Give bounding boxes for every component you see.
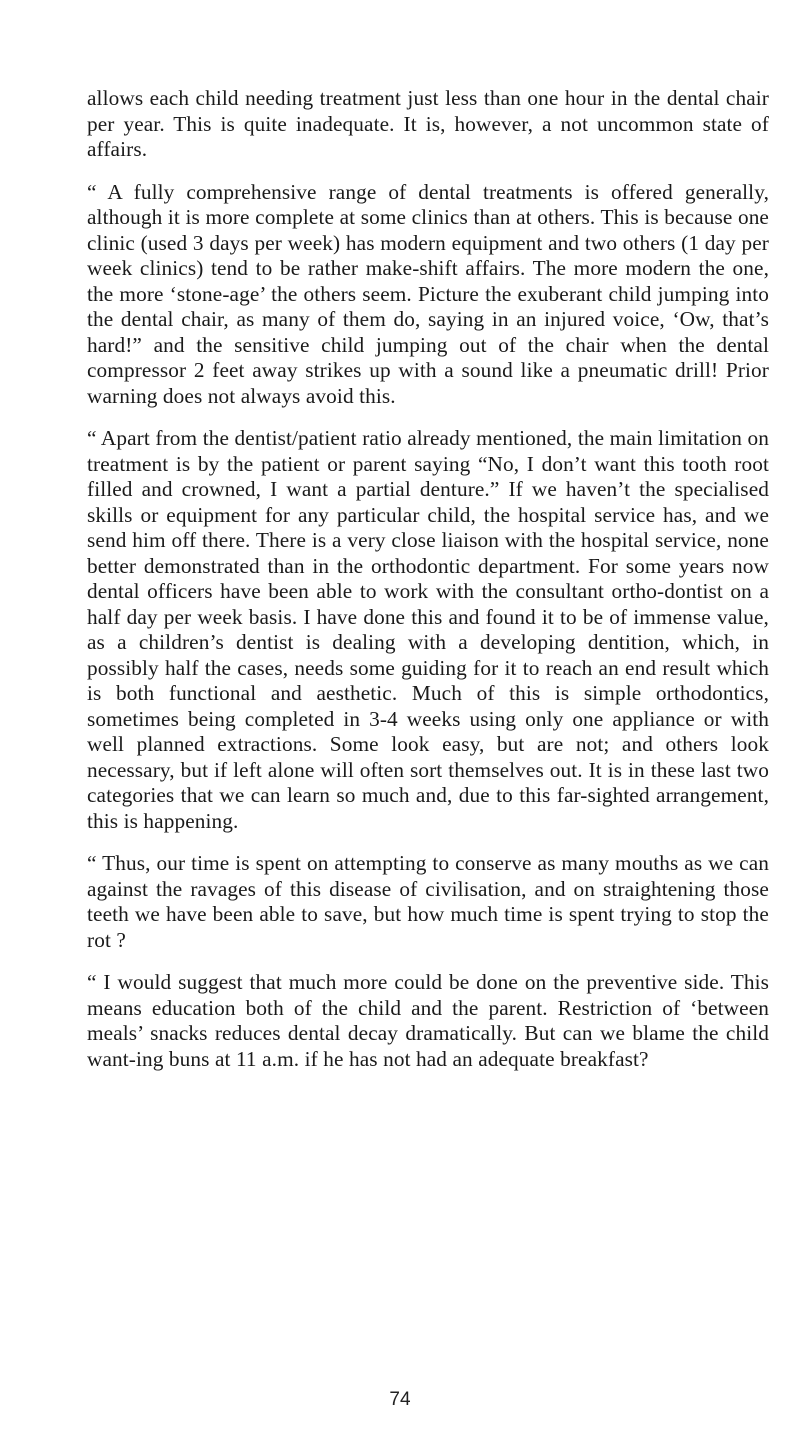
paragraph-4: “ Thus, our time is spent on attempting to conserve as many mouths as we can against the ravages of this disease of civilisation, and on straightening those teeth we have been able to save, but how much time is spent trying to stop the rot ? [87,851,769,952]
page-number: 74 [389,1389,411,1410]
paragraph-2: “ A fully comprehensive range of dental treatments is offered generally, although it is more complete at some clinics than at others. This is because one clinic (used 3 days per week) has modern equipment and two others (1 day per week clinics) tend to be rather make-shift affairs. The more modern the one, the more ‘stone-age’ the others seem. Picture the exuberant child jumping into the dental chair, as many of them do, saying in an injured voice, ‘Ow, that’s hard!” and the sensitive child jumping out of the chair when the dental compressor 2 feet away strikes up with a sound like a pneumatic drill! Prior warning does not always avoid this. [87,179,769,408]
paragraph-5: “ I would suggest that much more could be done on the preventive side. This means education both of the child and the parent. Restriction of ‘between meals’ snacks reduces dental decay dramatically. But can we blame the child want-ing buns at 11 a.m. if he has not had an adequate breakfast? [87,970,769,1071]
document-body [87,86,769,1072]
paragraph-3: “ Apart from the dentist/patient ratio already mentioned, the main limitation on treatment is by the patient or parent saying “No, I don’t want this tooth root filled and crowned, I want a partial denture.” If we haven’t the specialised skills or equipment for any particular child, the hospital service has, and we send him off there. There is a very close liaison with the hospital service, none better demonstrated than in the orthodontic department. For some years now dental officers have been able to work with the consultant ortho-dontist on a half day per week basis. I have done this and found it to be of immense value, as a children’s dentist is dealing with a developing dentition, which, in possibly half the cases, needs some guiding for it to reach an end result which is both functional and aesthetic. Much of this is simple orthodontics, sometimes being completed in 3-4 weeks using only one appliance or with well planned extractions. Some look easy, but are not; and others look necessary, but if left alone will often sort themselves out. It is in these last two categories that we can learn so much and, due to this far-sighted arrangement, this is happening. [87,426,769,833]
paragraph-1: allows each child needing treatment just less than one hour in the dental chair per year. This is quite inadequate. It is, however, a not uncommon state of affairs. [87,86,769,161]
